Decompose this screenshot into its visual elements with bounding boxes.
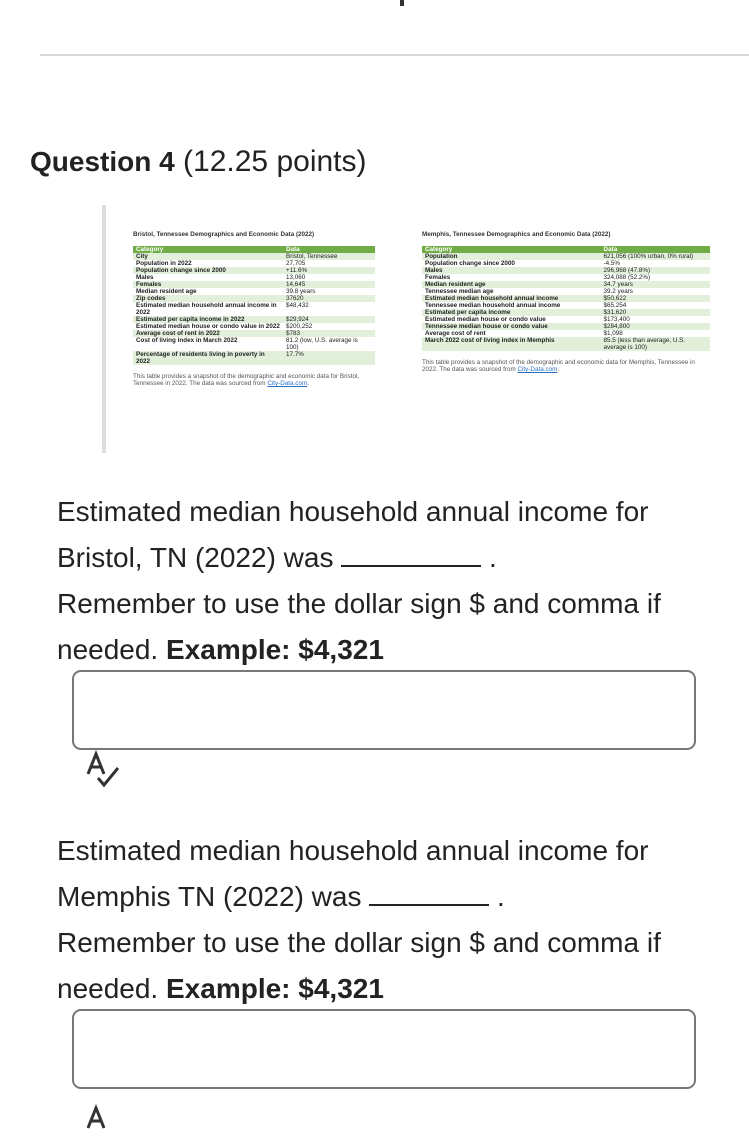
source-link[interactable]: City-Data.com: [267, 380, 308, 387]
table-row: [133, 316, 375, 323]
data-table: [422, 246, 710, 351]
category-cell: Estimated median house or condo value: [425, 316, 546, 323]
value-cell: 39.2 years: [603, 288, 633, 295]
table-row: [422, 281, 710, 288]
category-cell: Estimated median household annual income in 2022: [136, 302, 277, 316]
value-cell: 39.8 years: [286, 288, 316, 295]
caption-text: This table provides a snapshot of the demographic and economic data for Memphis, Tennessee in 2022. The data was sourced from: [422, 359, 695, 373]
data-table: [133, 246, 375, 365]
category-cell: March 2022 cost of living index in Memphis: [422, 337, 601, 351]
question-part-1: [57, 489, 727, 673]
value-cell: 34.7 years: [601, 281, 710, 288]
category-cell: Average cost of rent: [425, 330, 486, 337]
table-row: [422, 295, 710, 302]
value-cell: $50,622: [601, 295, 710, 302]
category-cell: Males: [422, 267, 601, 274]
table-row: [422, 274, 710, 281]
value-cell: -4.5%: [603, 260, 620, 267]
table-row: [422, 309, 710, 316]
value-cell: 17.7%: [283, 351, 375, 365]
question-number: Question 4: [30, 146, 175, 177]
table-header: [133, 246, 375, 253]
category-cell: City: [133, 253, 283, 260]
caption-text: This table provides a snapshot of the demographic and economic data for Bristol, Tennessee in 2022. The data was sourced from: [133, 373, 360, 387]
table-row: [422, 302, 710, 309]
table-row: [133, 302, 375, 316]
category-cell: Population change since 2000: [425, 260, 515, 267]
category-cell: Tennessee median age: [425, 288, 494, 295]
value-cell: 81.2 (low, U.S. average is 100): [286, 337, 358, 351]
header-cell: Category: [422, 246, 601, 253]
value-cell: 85.5 (less than average, U.S. average is 100): [601, 337, 710, 351]
question-part-2: [57, 828, 727, 1012]
value-cell: Bristol, Tennessee: [283, 253, 375, 260]
table-title: Bristol, Tennessee Demographics and Economic Data (2022): [133, 231, 315, 238]
question-title: [30, 145, 367, 179]
value-cell: 14,645: [283, 281, 375, 288]
category-cell: Estimated per capita income: [422, 309, 601, 316]
value-cell: $31,620: [601, 309, 710, 316]
category-cell: Cost of living index in March 2022: [136, 337, 238, 344]
table-row: [422, 267, 710, 274]
caption-end: .: [307, 380, 309, 387]
value-cell: 27,705: [286, 260, 306, 267]
header-cell: Data: [601, 246, 710, 253]
category-cell: Females: [133, 281, 283, 288]
header-cell: Category: [133, 246, 283, 253]
category-cell: Percentage of residents living in poverty in 2022: [133, 351, 283, 365]
table-row: [133, 281, 375, 288]
caption-end: .: [557, 366, 560, 373]
prompt-text: Estimated median household annual income for Memphis TN (2022) was: [57, 835, 649, 912]
table-row: [133, 295, 375, 302]
bristol-income-answer-input[interactable]: [72, 670, 696, 750]
value-cell: $200,252: [286, 323, 313, 330]
memphis-table: [422, 231, 710, 373]
table-row: [133, 267, 375, 274]
table-row: [133, 323, 375, 330]
divider: [40, 54, 749, 56]
table-header: [422, 246, 710, 253]
value-cell: $783: [283, 330, 375, 337]
value-cell: $1,098: [603, 330, 623, 337]
table-row: [422, 253, 710, 260]
category-cell: Males: [136, 274, 154, 281]
category-cell: Average cost of rent in 2022: [133, 330, 283, 337]
value-cell: 296,968 (47.8%): [601, 267, 710, 274]
category-cell: Estimated median household annual income: [422, 295, 601, 302]
value-cell: 37620: [283, 295, 375, 302]
value-cell: $48,432: [286, 302, 309, 309]
category-cell: Estimated per capita income in 2022: [133, 316, 283, 323]
category-cell: Median resident age: [422, 281, 601, 288]
source-link[interactable]: City-Data.com: [517, 366, 558, 373]
category-cell: Estimated median house or condo value in 2022: [136, 323, 280, 330]
table-caption: [133, 373, 375, 387]
table-row: [133, 337, 375, 351]
value-cell: 13,060: [286, 274, 306, 281]
category-cell: Population: [422, 253, 601, 260]
question-points: (12.25 points): [183, 145, 367, 178]
category-cell: Tennessee median house or condo value: [422, 323, 601, 330]
table-row: [133, 274, 375, 281]
table-row: [422, 316, 710, 323]
spell-check-icon[interactable]: [84, 750, 128, 790]
category-cell: Females: [425, 274, 451, 281]
value-cell: $65,254: [603, 302, 627, 309]
prompt-end: .: [489, 881, 505, 912]
bristol-table: [133, 231, 375, 387]
table-title: Memphis, Tennessee Demographics and Economic Data (2022): [422, 231, 611, 238]
table-row: [133, 260, 375, 267]
example-text: Example: $4,321: [166, 634, 384, 665]
category-cell: Zip codes: [133, 295, 283, 302]
spell-check-icon[interactable]: [84, 1104, 128, 1144]
instruction-text: Remember to use the dollar sign $ and comma if needed.: [57, 927, 661, 1004]
table-row: [422, 330, 710, 337]
table-row: [422, 337, 710, 351]
example-text: Example: $4,321: [166, 973, 384, 1004]
value-cell: 621,056 (100% urban, 0% rural): [601, 253, 710, 260]
value-cell: $284,800: [601, 323, 710, 330]
value-cell: $173,400: [603, 316, 630, 323]
header-cell: Data: [283, 246, 375, 253]
memphis-income-answer-input[interactable]: [72, 1009, 696, 1089]
table-row: [422, 323, 710, 330]
category-cell: Tennessee median household annual income: [425, 302, 561, 309]
table-row: [422, 260, 710, 267]
scroll-marker: [400, 0, 404, 6]
table-row: [133, 330, 375, 337]
category-cell: Population in 2022: [136, 260, 192, 267]
prompt-text: Estimated median household annual income for Bristol, TN (2022) was: [57, 496, 649, 573]
table-caption: [422, 359, 710, 373]
value-cell: $29,924: [283, 316, 375, 323]
data-tables-image: [102, 205, 726, 453]
table-row: [133, 288, 375, 295]
table-row: [422, 288, 710, 295]
prompt-end: .: [481, 542, 497, 573]
blank-line: [341, 541, 481, 567]
category-cell: Median resident age: [136, 288, 197, 295]
table-row: [133, 351, 375, 365]
blank-line: [369, 880, 489, 906]
value-cell: 324,088 (52.2%): [603, 274, 651, 281]
table-row: [133, 253, 375, 260]
instruction-text: Remember to use the dollar sign $ and comma if needed.: [57, 588, 661, 665]
value-cell: +11.6%: [283, 267, 375, 274]
category-cell: Population change since 2000: [133, 267, 283, 274]
